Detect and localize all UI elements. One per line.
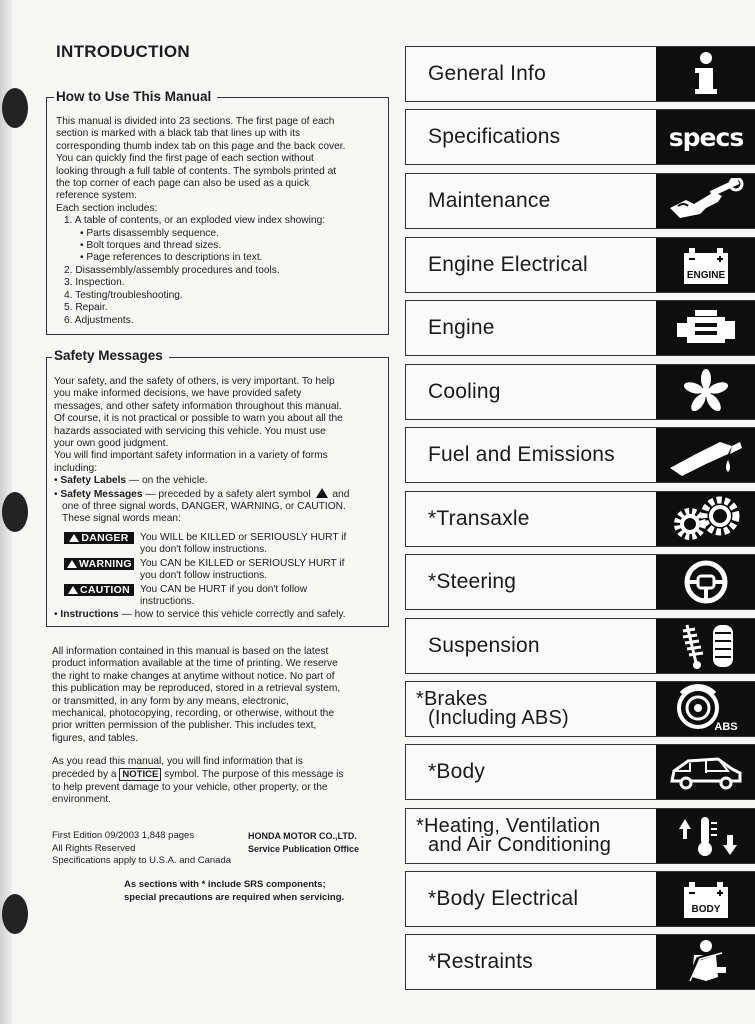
safety-text: Your safety, and the safety of others, is very important. To help you make informed decisions, we have provided safety messages, and other safety information throughout this manual. Of course, it is not practical or possible to warn you about all the hazards associated with servicing this vehicle. You must use your own good judgment. You will find important safety information in a variety of forms including: • Safety Labels — on the vehicle. • Safety Messages — preceded by a safety alert symbol and one of three signal words, DANGER, WARNING, or CAUTION. These signal words mean: DANGER You WILL be KILLED or SERIOUSLY HURT if you don't follow instructions. WARNING You CAN be KILLED or SERIOUSLY HURT if you don't follow instructions. CAUTION You CAN be HURT if you don't follow instructions. • Instructions — how to service this vehicle correctly and safely. (54, 376, 355, 622)
info-icon (656, 47, 755, 101)
tab-label: *Steering (428, 570, 517, 593)
battery-engine-icon (656, 238, 755, 292)
tab-cooling[interactable] (405, 364, 755, 420)
body-icon-text: BODY (691, 904, 721, 915)
office-name: Service Publication Office (248, 843, 360, 854)
text-line: You will find important safety information in a variety of forms (54, 450, 328, 462)
specs-icon (656, 110, 755, 164)
signal-row-warning (64, 558, 355, 583)
tab-suspension[interactable] (405, 618, 755, 674)
text-line: prior written permission of the publisher. This includes text, (52, 720, 317, 732)
tab-label: General Info (428, 62, 546, 85)
tab-label (406, 817, 656, 855)
list-item: 5. Repair. (64, 302, 108, 314)
tab-label-line: *Heating, Ventilation (416, 815, 601, 837)
tab-body[interactable] (405, 744, 755, 800)
engine-icon-text: ENGINE (686, 270, 726, 281)
tab-maintenance[interactable] (405, 173, 755, 229)
tab-label: *Transaxle (428, 507, 530, 530)
safety-alert-icon (316, 488, 328, 498)
binder-hole (2, 88, 28, 128)
safety-heading: Safety Messages (52, 348, 169, 363)
text-line: or transmitted, in any form by any means, electronic, (52, 695, 289, 707)
text-line: one of three signal words, DANGER, WARNING, or CAUTION. (62, 501, 346, 513)
rights-line: All Rights Reserved (52, 842, 136, 854)
how-to-text (56, 116, 345, 327)
signal-text: You WILL be KILLED or SERIOUSLY HURT if you don't follow instructions. (140, 531, 347, 556)
text-line: Of course, it is not practical or possible to warn you about all the (54, 413, 343, 425)
list-item: 1. A table of contents, or an exploded view index showing: (64, 215, 326, 227)
tab-fuel-and-emissions[interactable] (405, 427, 755, 483)
tab-label: Fuel and Emissions (428, 443, 615, 466)
text-line: symbol. The purpose of this message is (161, 769, 344, 781)
text-line: messages, and other safety information throughout this manual. (54, 400, 342, 412)
text-line: including: (54, 462, 98, 474)
tab-steering[interactable] (405, 554, 755, 610)
list-item: 4. Testing/troubleshooting. (64, 289, 183, 301)
text-line: — how to service this vehicle correctly and safely. (118, 609, 346, 621)
signal-text: You CAN be HURT if you don't follow instructions. (140, 583, 308, 607)
safety-messages-term: Safety Messages (60, 488, 143, 500)
tab-label (406, 690, 656, 728)
text-line: These signal words mean: (62, 513, 181, 525)
tab-label: *Body Electrical (428, 887, 579, 910)
text-line: Each section includes: (56, 202, 158, 214)
text-line: environment. (52, 794, 111, 806)
srs-line: As sections with * include SRS components; (124, 879, 326, 890)
text-line: — on the vehicle. (126, 475, 208, 487)
tab-specifications[interactable] (405, 109, 755, 165)
gears-icon (656, 492, 755, 546)
info-paragraph (52, 646, 340, 745)
text-line: reference system. (56, 190, 137, 202)
text-line: this publication may be reproduced, stored in a retrieval system, (52, 683, 341, 695)
text-line: corresponding thumb index tab on this page and the back cover. (56, 140, 346, 152)
publisher-info (248, 830, 359, 855)
car-body-icon (656, 745, 755, 799)
tab-hvac[interactable] (405, 808, 755, 864)
wrench-hand-icon (656, 174, 755, 228)
list-item: • Bolt torques and thread sizes. (80, 240, 222, 252)
caution-label: CAUTION (64, 584, 134, 596)
text-line: the top corner of each page can also be used as a quick (56, 178, 310, 190)
text-line: As you read this manual, you will find information that is (52, 756, 303, 767)
safety-labels-term: Safety Labels (60, 475, 127, 487)
page-title: INTRODUCTION (56, 42, 190, 61)
notice-symbol: NOTICE (119, 768, 161, 781)
steering-wheel-icon (656, 555, 755, 609)
battery-body-icon (656, 872, 755, 926)
thermometer-icon (656, 809, 755, 863)
alert-icon (69, 534, 79, 542)
alert-icon (68, 586, 78, 594)
edition-line: First Edition 09/2003 1,848 pages (52, 830, 195, 841)
text-line: figures, and tables. (52, 732, 139, 744)
company-name: HONDA MOTOR CO.,LTD. (248, 831, 357, 841)
list-item: • Parts disassembly sequence. (80, 227, 219, 239)
tab-label: Engine (428, 316, 495, 339)
danger-label: DANGER (64, 532, 134, 544)
specs-icon-text: specs (668, 122, 744, 152)
binder-hole (2, 492, 28, 532)
tab-label-line: *Brakes (416, 688, 488, 710)
text-line: preceded by a (52, 769, 120, 781)
tab-label: Engine Electrical (428, 253, 588, 276)
instructions-term: Instructions (60, 609, 119, 621)
tab-label: Cooling (428, 380, 501, 403)
list-item: 3. Inspection. (64, 277, 125, 289)
text-line: You can quickly find the first page of each section without (56, 153, 314, 165)
srs-line: special precautions are required when servicing. (124, 891, 345, 903)
text-line: Your safety, and the safety of others, is very important. To help (54, 376, 335, 387)
engine-icon (656, 301, 755, 355)
signal-text: You CAN be KILLED or SERIOUSLY HURT if you don't follow instructions. (140, 557, 345, 582)
text-line: your own good judgment. (54, 438, 169, 450)
how-to-heading: How to Use This Manual (54, 89, 217, 104)
text-line: section is marked with a black tab that lines up with its (56, 128, 301, 140)
list-item: 2. Disassembly/assembly procedures and tools. (64, 264, 280, 276)
tab-general-info[interactable] (405, 46, 755, 102)
text-line: This manual is divided into 23 sections. The first page of each (56, 116, 335, 127)
text-line: and (329, 488, 350, 500)
notice-paragraph (52, 756, 343, 807)
signal-row-caution (64, 584, 355, 609)
text-line: you make informed decisions, we have provided safety (54, 388, 302, 400)
text-line: — preceded by a safety alert symbol (142, 488, 311, 500)
edition-info (52, 830, 231, 868)
signal-row-danger (64, 532, 355, 557)
tab-restraints[interactable] (405, 934, 755, 990)
list-item: • Page references to descriptions in text. (80, 252, 263, 264)
tab-label: *Body (428, 760, 486, 783)
tab-label: Maintenance (428, 189, 551, 212)
text-line: hazards associated with servicing this vehicle. You must use (54, 425, 326, 437)
text-line: looking through a full table of contents. The symbols printed at (56, 165, 337, 177)
text-line: product information available at the time of printing. We reserve (52, 658, 338, 670)
text-line: the right to make changes at anytime without notice. No part of (52, 670, 335, 682)
fan-icon (656, 365, 755, 419)
abs-icon-text: ABS (714, 721, 738, 733)
list-item: 6. Adjustments. (64, 314, 134, 326)
text-line: to help prevent damage to your vehicle, other property, or the (52, 781, 328, 793)
text-line: mechanical, photocopying, recording, or otherwise, without the (52, 708, 335, 720)
tab-transaxle[interactable] (405, 491, 755, 547)
fuel-nozzle-icon (656, 428, 755, 482)
seatbelt-icon (656, 935, 755, 989)
warning-label: WARNING (64, 558, 134, 570)
tab-label-line: and Air Conditioning (428, 834, 612, 856)
shock-absorber-icon (656, 619, 755, 673)
tab-engine[interactable] (405, 300, 755, 356)
srs-note (124, 879, 344, 904)
alert-icon (67, 560, 77, 568)
specs-line: Specifications apply to U.S.A. and Canada (52, 855, 232, 866)
brake-disc-icon (656, 682, 755, 736)
binder-hole (2, 894, 28, 934)
tab-label-line: (Including ABS) (428, 707, 569, 729)
tab-label: Suspension (428, 634, 540, 657)
tab-label: *Restraints (428, 950, 533, 973)
tab-engine-electrical[interactable] (405, 237, 755, 293)
tab-brakes[interactable] (405, 681, 755, 737)
tab-body-electrical[interactable] (405, 871, 755, 927)
tab-label: Specifications (428, 125, 561, 148)
text-line: All information contained in this manual is based on the latest (52, 646, 329, 657)
